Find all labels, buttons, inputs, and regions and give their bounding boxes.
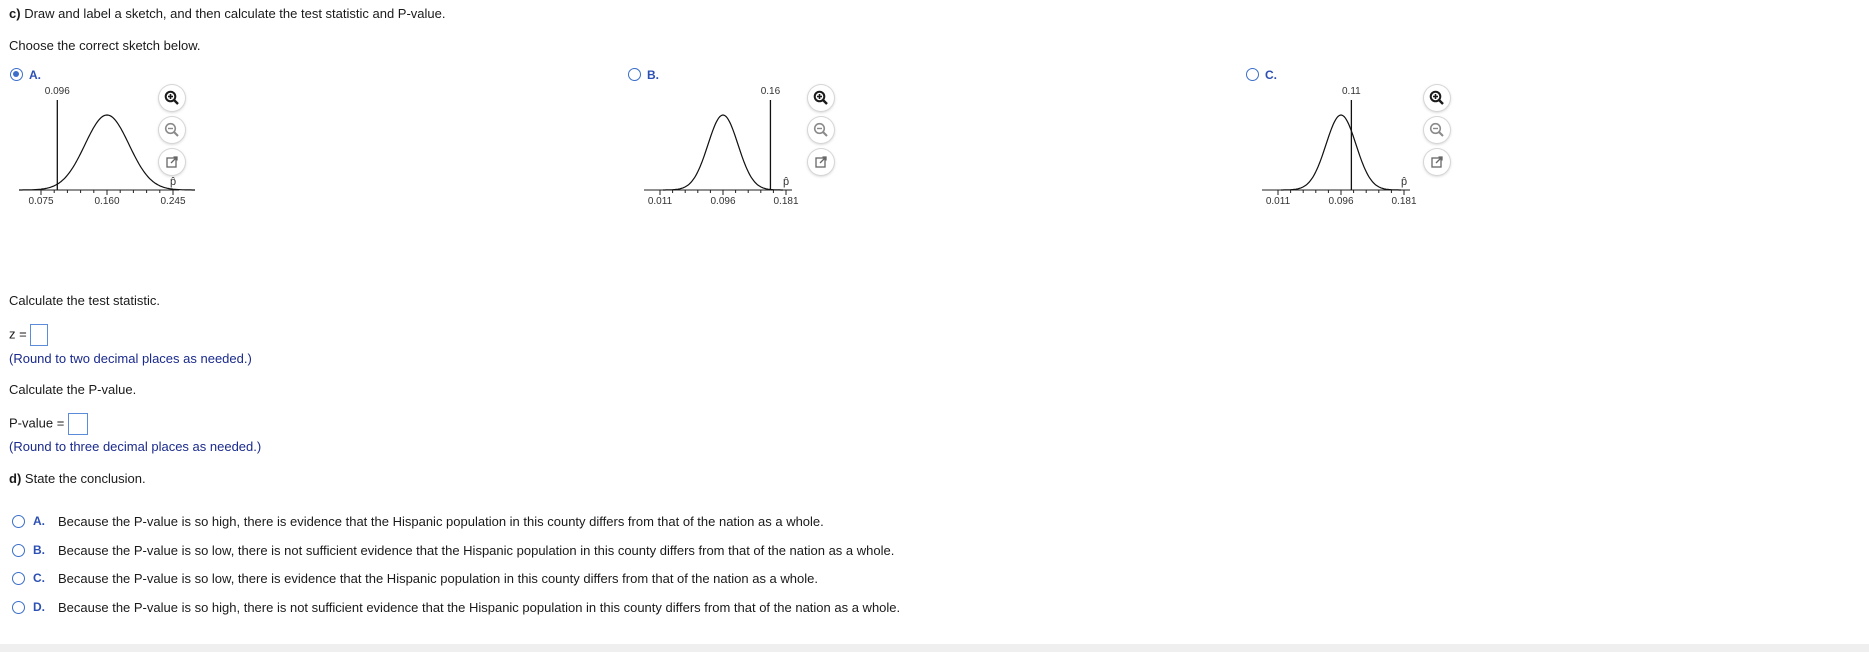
x-tick-label: 0.075 xyxy=(28,196,54,207)
conclusion-d-letter: D. xyxy=(33,600,45,614)
popout-icon[interactable] xyxy=(808,149,834,175)
part-c-text: Draw and label a sketch, and then calculate the test statistic and P-value. xyxy=(24,6,446,21)
conclusion-a-letter: A. xyxy=(33,514,45,528)
z-label: z = xyxy=(9,326,27,342)
part-c-label: c) xyxy=(9,6,21,21)
part-d-text: State the conclusion. xyxy=(24,471,146,486)
observed-value-label: 0.11 xyxy=(1342,86,1361,97)
x-tick-label: 0.096 xyxy=(1328,196,1354,207)
page-footer-bar xyxy=(0,644,1869,652)
x-axis-label: p̂ xyxy=(782,176,790,188)
normal-curve xyxy=(1281,115,1401,190)
zoom-in-icon[interactable] xyxy=(808,85,834,111)
observed-value-label: 0.16 xyxy=(760,86,781,97)
sketch-b-letter: B. xyxy=(647,68,659,82)
zoom-out-icon[interactable] xyxy=(1424,117,1450,143)
x-tick-label: 0.245 xyxy=(160,196,186,207)
conclusion-c-radio[interactable] xyxy=(12,572,25,585)
sketch-b-chart xyxy=(620,60,840,240)
conclusion-c-text: Because the P-value is so low, there is evidence that the Hispanic population in this county differs from that of the nation as a whole. xyxy=(58,571,818,586)
x-tick-label: 0.181 xyxy=(773,196,799,207)
conclusion-a-text: Because the P-value is so high, there is evidence that the Hispanic population in this county differs from that of the nation as a whole. xyxy=(58,514,824,529)
p-value-label: P-value = xyxy=(9,415,65,431)
x-axis-label: p̂ xyxy=(1400,176,1408,188)
conclusion-b-radio[interactable] xyxy=(12,544,25,557)
x-axis-label: p̂ xyxy=(169,176,177,188)
popout-icon[interactable] xyxy=(159,149,185,175)
x-tick-label: 0.181 xyxy=(1391,196,1417,207)
sketch-instruction: Choose the correct sketch below. xyxy=(9,38,201,53)
conclusion-a-radio[interactable] xyxy=(12,515,25,528)
part-d-label: d) xyxy=(9,471,22,486)
conclusion-d-text: Because the P-value is so high, there is not sufficient evidence that the Hispanic population in this county differs from that of the nation as a whole. xyxy=(58,600,901,615)
zoom-out-icon[interactable] xyxy=(808,117,834,143)
sketch-a-chart xyxy=(0,60,220,240)
conclusion-b-letter: B. xyxy=(33,543,45,557)
x-tick-label: 0.096 xyxy=(710,196,736,207)
conclusion-b-text: Because the P-value is so low, there is not sufficient evidence that the Hispanic population in this county differs from that of the nation as a whole. xyxy=(58,543,895,558)
part-d-question xyxy=(9,471,146,486)
zoom-in-icon[interactable] xyxy=(159,85,185,111)
test-statistic-prompt: Calculate the test statistic. xyxy=(9,293,161,308)
x-tick-label: 0.011 xyxy=(647,196,673,207)
zoom-in-icon[interactable] xyxy=(1424,85,1450,111)
observed-value-label: 0.096 xyxy=(44,86,70,97)
sketch-a-letter: A. xyxy=(29,68,41,82)
sketch-c-letter: C. xyxy=(1265,68,1277,82)
sketch-option-c xyxy=(1238,60,1858,240)
p-value-rounding-hint: (Round to three decimal places as needed.) xyxy=(9,439,262,454)
sketch-option-a xyxy=(0,60,620,240)
sketch-option-b xyxy=(620,60,1240,240)
p-value-prompt: Calculate the P-value. xyxy=(9,382,137,397)
p-value-row xyxy=(9,413,88,435)
p-value-answer-input[interactable] xyxy=(68,413,88,435)
test-statistic-row xyxy=(9,324,48,346)
conclusion-c-letter: C. xyxy=(33,571,45,585)
x-tick-label: 0.160 xyxy=(94,196,120,207)
popout-icon[interactable] xyxy=(1424,149,1450,175)
conclusion-d-radio[interactable] xyxy=(12,601,25,614)
normal-curve xyxy=(663,115,783,190)
x-tick-label: 0.011 xyxy=(1265,196,1291,207)
z-answer-input[interactable] xyxy=(30,324,48,346)
sketch-c-chart xyxy=(1238,60,1458,240)
zoom-out-icon[interactable] xyxy=(159,117,185,143)
z-rounding-hint: (Round to two decimal places as needed.) xyxy=(9,351,252,366)
part-c-question xyxy=(9,6,445,21)
